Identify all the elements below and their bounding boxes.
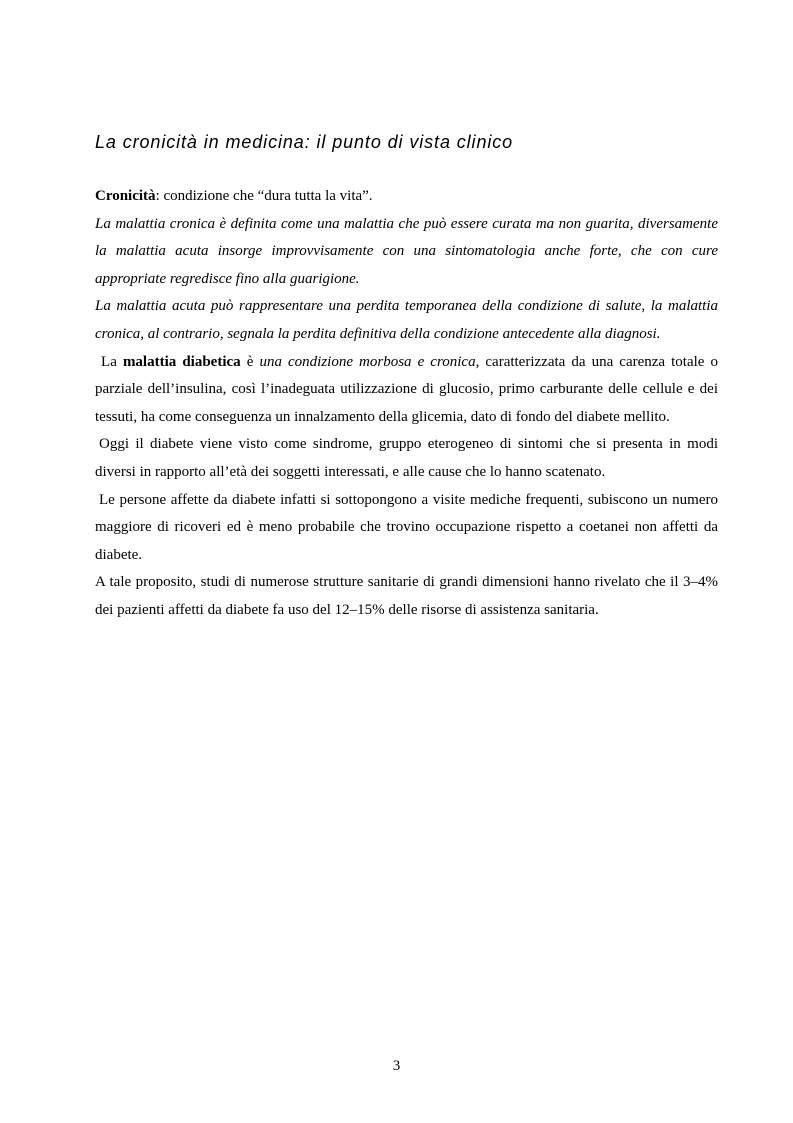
paragraph-syndrome: Oggi il diabete viene visto come sindrome, gruppo eterogeneo di sintomi che si presenta in modi diversi in rapporto all’età dei soggetti interessati, e alle cause che lo hanno scatenato. xyxy=(95,436,718,480)
definition-separator: : xyxy=(155,188,164,204)
page-title: La cronicità in medicina: il punto di vista clinico xyxy=(95,132,514,152)
definition-text: condizione che “dura tutta la vita”. xyxy=(163,188,373,204)
definition-term: Cronicità xyxy=(95,188,156,204)
diabetic-prefix: La xyxy=(95,353,123,370)
paragraph-diabetic-disease xyxy=(95,349,718,432)
paragraph-visits: Le persone affette da diabete infatti si sottopongono a visite mediche frequenti, subiscono un numero maggiore di ricoveri ed è meno probabile che trovino occupazione rispetto a coetanei non affetti da diabete. xyxy=(95,491,718,563)
document-body xyxy=(95,183,718,625)
paragraph-studies: A tale proposito, studi di numerose strutture sanitarie di grandi dimensioni hanno rivelato che il 3–4% dei pazienti affetti da diabete fa uso del 12–15% delle risorse di assistenza sanitaria. xyxy=(95,574,718,618)
diabetic-condition: una condizione morbosa e cronica, xyxy=(259,353,480,370)
diabetic-rest: caratterizzata da una carenza totale o parziale dell’insulina, così l’inadeguata utilizzazione di glucosio, primo carburante delle cellule e dei tessuti, ha come conseguenza un innalzamento della glicemia, dato di fondo del diabete mellito. xyxy=(95,353,718,425)
paragraph-definition xyxy=(95,183,718,211)
paragraph-chronic-definition: La malattia cronica è definita come una malattia che può essere curata ma non guarita, diversamente la malattia acuta insorge improvvisamente con una sintomatologia anche forte, che con cure appropriate regredisce fino alla guarigione. xyxy=(95,215,718,287)
diabetic-term: malattia diabetica xyxy=(122,353,241,370)
page-number: 3 xyxy=(392,1058,401,1074)
diabetic-verb: è xyxy=(240,353,260,370)
paragraph-acute-vs-chronic: La malattia acuta può rappresentare una perdita temporanea della condizione di salute, la malattia cronica, al contrario, segnala la perdita definitiva della condizione antecedente alla diagnosi. xyxy=(95,298,718,342)
